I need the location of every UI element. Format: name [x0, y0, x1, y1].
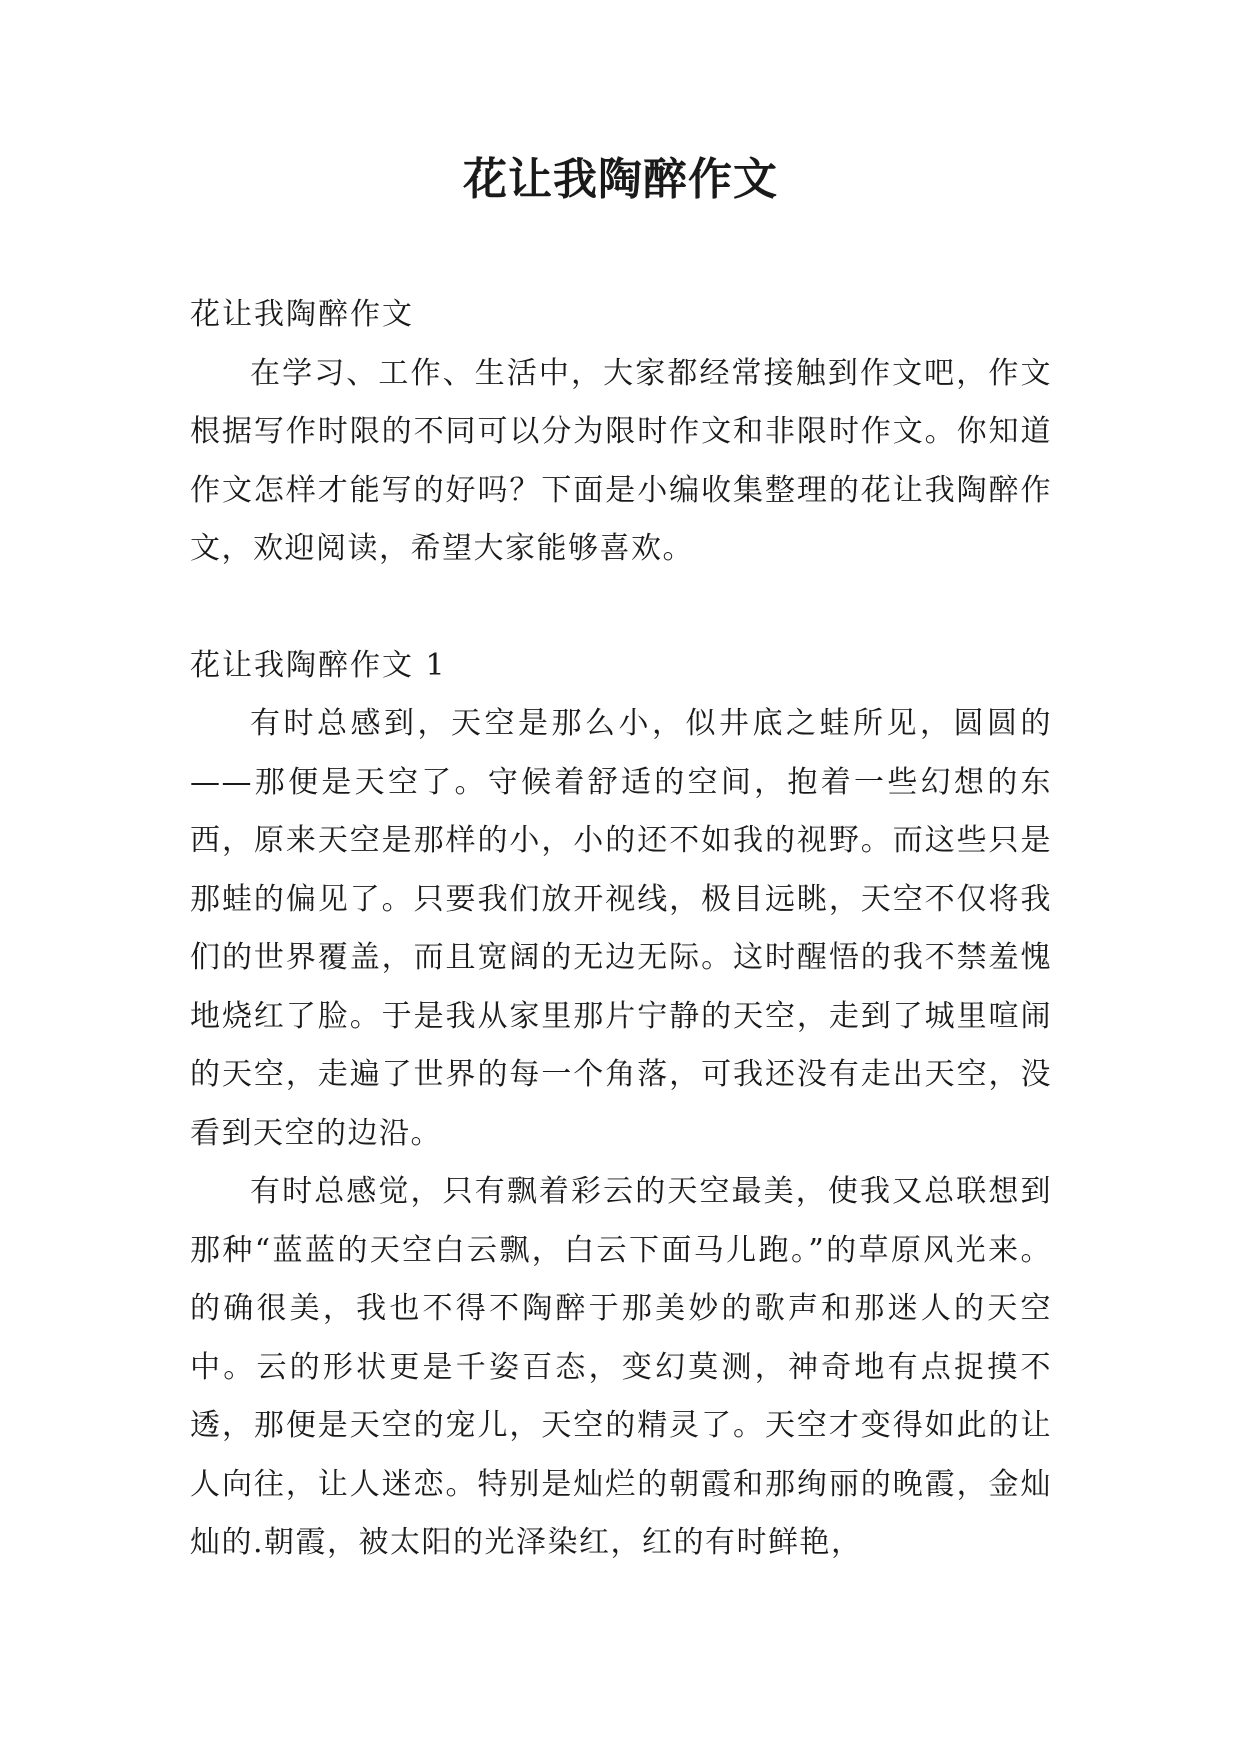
section-heading: 花让我陶醉作文 1	[190, 647, 447, 683]
document-body	[190, 286, 1052, 1573]
intro-paragraph: 在学习、工作、生活中，大家都经常接触到作文吧，作文根据写作时限的不同可以分为限时作文和非限时作文。你知道作文怎样才能写的好吗？下面是小编收集整理的花让我陶醉作文，欢迎阅读，希望大家能够喜欢。	[190, 355, 1052, 566]
intro-heading: 花让我陶醉作文	[190, 297, 414, 332]
body-paragraph: 有时总感到，天空是那么小，似井底之蛙所见，圆圆的——那便是天空了。守候着舒适的空间，抱着一些幻想的东西，原来天空是那样的小，小的还不如我的视野。而这些只是那蛙的偏见了。只要我们放开视线，极目远眺，天空不仅将我们的世界覆盖，而且宽阔的无边无际。这时醒悟的我不禁羞愧地烧红了脸。于是我从家里那片宁静的天空，走到了城里喧闹的天空，走遍了世界的每一个角落，可我还没有走出天空，没看到天空的边沿。	[190, 706, 1052, 1151]
document-title: 花让我陶醉作文	[463, 154, 778, 205]
body-paragraph: 有时总感觉，只有飘着彩云的天空最美，使我又总联想到那种“蓝蓝的天空白云飘，白云下面马儿跑。”的草原风光来。的确很美，我也不得不陶醉于那美妙的歌声和那迷人的天空中。云的形状更是千姿百态，变幻莫测，神奇地有点捉摸不透，那便是天空的宠儿，天空的精灵了。天空才变得如此的让人向往，让人迷恋。特别是灿烂的朝霞和那绚丽的晚霞，金灿灿的.朝霞，被太阳的光泽染红，红的有时鲜艳，	[190, 1174, 1052, 1560]
section-spacer	[190, 579, 1052, 637]
